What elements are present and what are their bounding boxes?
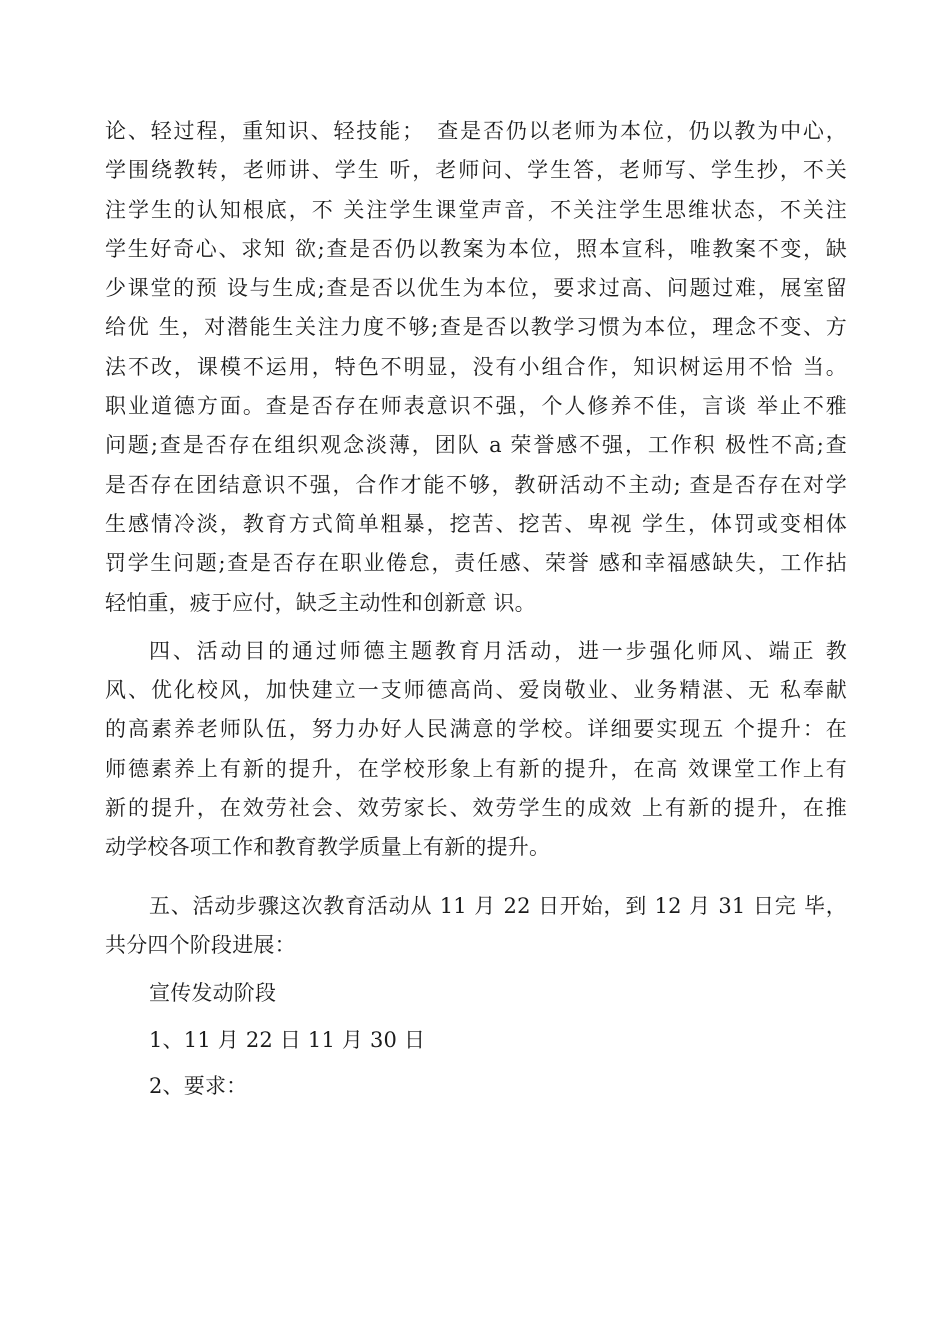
body-line-20: 五、活动步骤这次教育活动从 11 月 22 日开始，到 12 月 31 日完 毕， bbox=[149, 893, 847, 918]
body-line-6: 给优 生，对潜能生关注力度不够;查是否以教学习惯为本位，理念不变、方 bbox=[105, 315, 847, 340]
body-line-5: 少课堂的预 设与生成;查是否以优生为本位，要求过高、问题过难，展室留 bbox=[105, 276, 847, 301]
body-line-21: 共分四个阶段进展： bbox=[105, 932, 296, 957]
date-line: 1、11 月 22 日 11 月 30 日 bbox=[149, 1027, 426, 1052]
body-line-2: 学围绕教转，老师讲、学生 听，老师问、学生答，老师写、学生抄，不关 bbox=[105, 158, 847, 183]
body-line-12: 罚学生问题;查是否存在职业倦怠，责任感、荣誉 感和幸福感缺失，工作拈 bbox=[105, 551, 847, 576]
body-line-11: 生感情冷淡，教育方式简单粗暴，挖苦、挖苦、卑视 学生，体罚或变相体 bbox=[105, 511, 847, 536]
body-line-19: 动学校各项工作和教育教学质量上有新的提升。 bbox=[105, 835, 551, 860]
body-line-8: 职业道德方面。查是否存在师表意识不强，个人修养不佳，言谈 举止不雅 bbox=[105, 394, 847, 419]
body-line-10: 是否存在团结意识不强，合作才能不够，教研活动不主动; 查是否存在对学 bbox=[105, 472, 847, 497]
body-line-17: 师德素养上有新的提升，在学校形象上有新的提升，在高 效课堂工作上有 bbox=[105, 756, 847, 781]
body-line-7: 法不改，课模不运用，特色不明显，没有小组合作，知识树运用不恰 当。 bbox=[105, 354, 847, 379]
body-line-1: 论、轻过程，重知识、轻技能； 查是否仍以老师为本位，仍以教为中心， bbox=[105, 119, 847, 143]
requirements-line: 2、要求： bbox=[149, 1073, 248, 1098]
body-line-15: 风、优化校风，加快建立一支师德高尚、爱岗敬业、业务精湛、无 私奉献 bbox=[105, 678, 847, 703]
body-line-13: 轻怕重，疲于应付，缺乏主动性和创新意 识。 bbox=[105, 590, 536, 615]
body-line-16: 的高素养老师队伍，努力办好人民满意的学校。详细要实现五 个提升：在 bbox=[105, 717, 847, 742]
body-line-9: 问题;查是否存在组织观念淡薄，团队 a 荣誉感不强，工作积 极性不高;查 bbox=[105, 433, 847, 458]
section-heading: 宣传发动阶段 bbox=[149, 981, 277, 1006]
body-line-4: 学生好奇心、求知 欲;查是否仍以教案为本位，照本宣科，唯教案不变，缺 bbox=[105, 236, 847, 261]
body-line-3: 注学生的认知根底，不 关注学生课堂声音，不关注学生思维状态，不关注 bbox=[105, 197, 847, 222]
document-body bbox=[105, 112, 847, 1106]
body-line-14: 四、活动目的通过师德主题教育月活动，进一步强化师风、端正 教 bbox=[149, 638, 847, 663]
body-line-18: 新的提升，在效劳社会、效劳家长、效劳学生的成效 上有新的提升，在推 bbox=[105, 796, 847, 821]
